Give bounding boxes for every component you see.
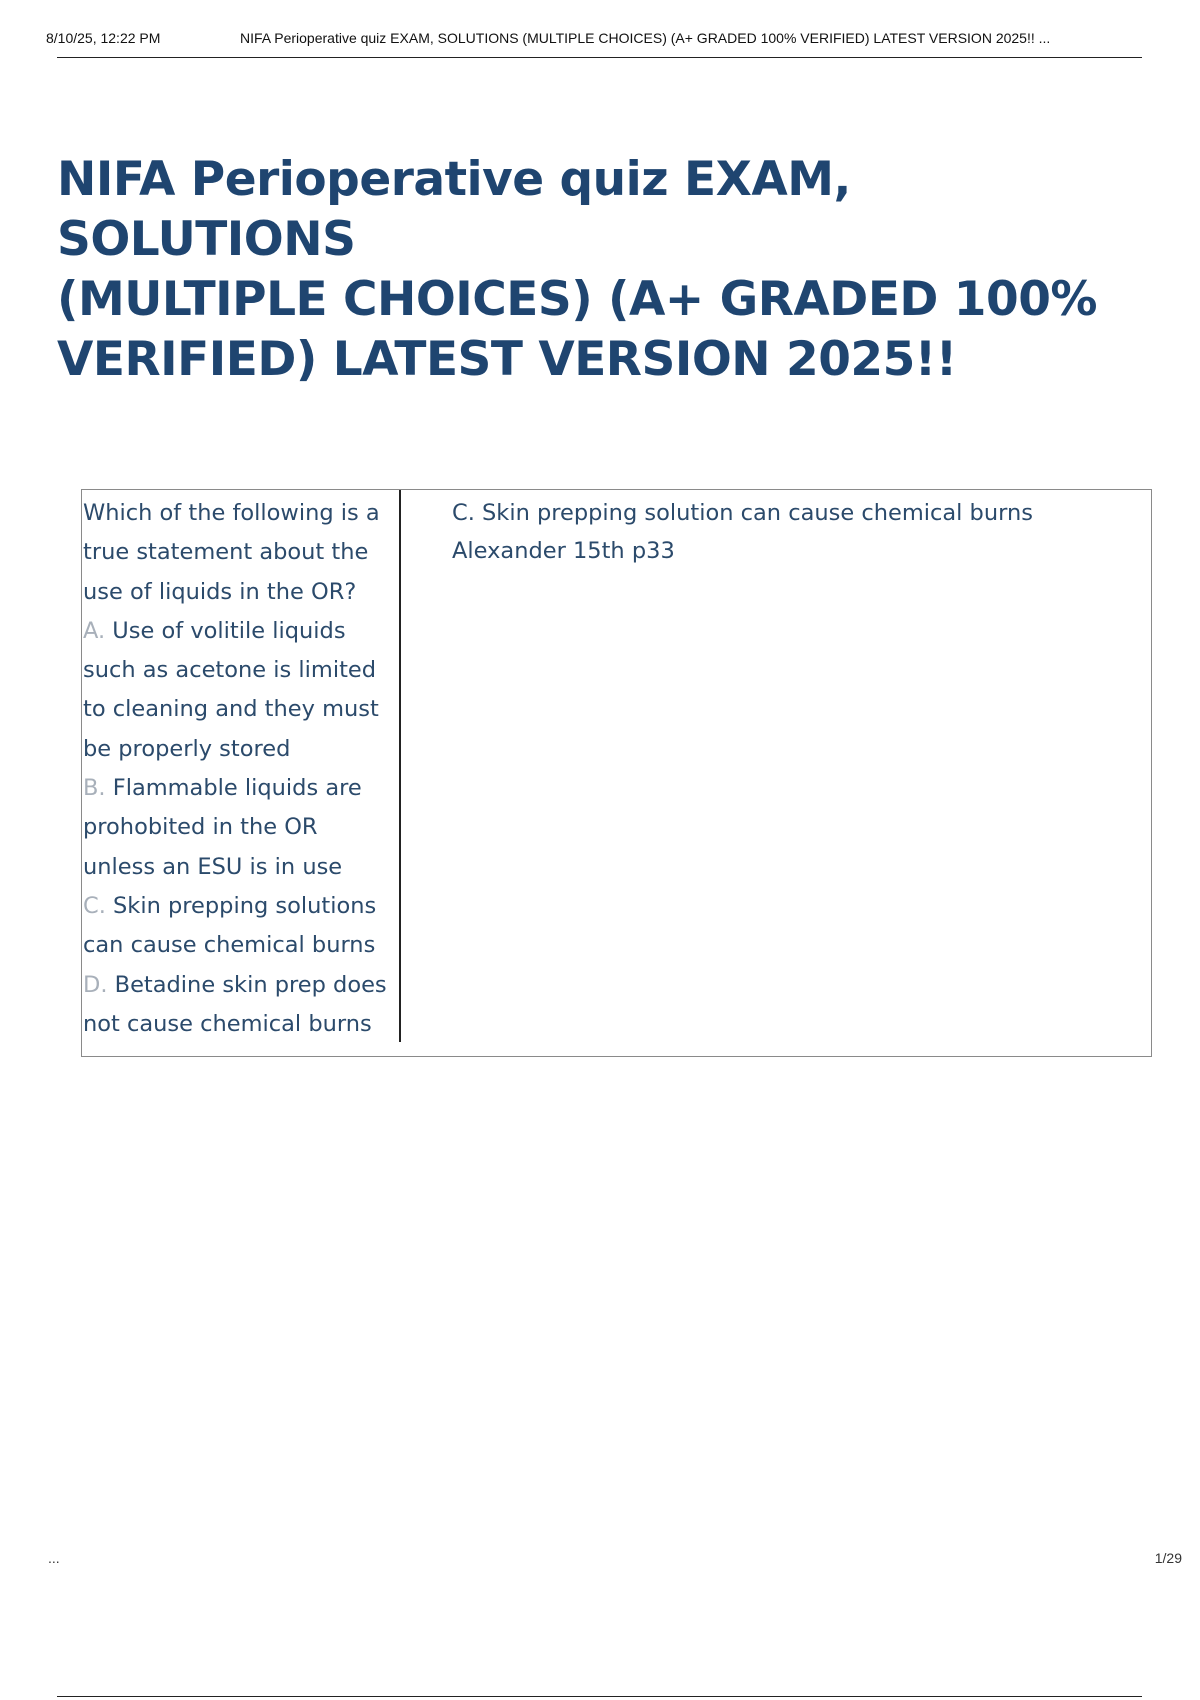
option-d [83, 966, 399, 1005]
option-text: Skin prepping solutions [105, 892, 377, 919]
question-stem-line: Which of the following is a [83, 500, 380, 526]
option-c-continued: can cause chemical burns [83, 932, 376, 959]
footer-divider [57, 1696, 1142, 1697]
page-title-line: (MULTIPLE CHOICES) (A+ GRADED 100% [57, 272, 1097, 327]
answer-text: C. Skin prepping solution can cause chemical burns [452, 500, 1033, 526]
question-stem-line: use of liquids in the OR? [83, 578, 357, 605]
answer-reference: Alexander 15th p33 [452, 538, 675, 564]
option-letter: A. [83, 617, 106, 644]
footer-ellipsis: ... [48, 1550, 60, 1566]
question-stem-line: true statement about the [83, 539, 369, 566]
question-cell [83, 490, 401, 1042]
option-text: Flammable liquids are [105, 775, 362, 802]
print-document-title: NIFA Perioperative quiz EXAM, SOLUTIONS (MULTIPLE CHOICES) (A+ GRADED 100% VERIFIED) LATEST VERSION 2025!! ... [240, 30, 1051, 46]
option-c [83, 887, 399, 926]
option-b-continued: unless an ESU is in use [83, 853, 343, 880]
option-b-continued: prohobited in the OR [83, 814, 318, 841]
header-divider [57, 57, 1142, 58]
print-datetime: 8/10/25, 12:22 PM [46, 30, 161, 46]
option-letter: D. [83, 971, 108, 998]
option-a-continued: to cleaning and they must [83, 696, 379, 723]
option-text: Use of volitile liquids [105, 617, 346, 644]
page-number: 1/29 [1154, 1550, 1182, 1566]
option-text: Betadine skin prep does [107, 971, 387, 998]
answer-cell [452, 490, 1033, 570]
option-letter: C. [83, 892, 106, 919]
page-title-line: NIFA Perioperative quiz EXAM, SOLUTIONS [57, 152, 851, 267]
page-title [57, 150, 1157, 390]
option-a-continued: such as acetone is limited [83, 657, 377, 684]
page-title-line: VERIFIED) LATEST VERSION 2025!! [57, 332, 957, 387]
option-a [83, 612, 399, 651]
print-header [46, 30, 1176, 48]
option-letter: B. [83, 775, 106, 802]
flashcard [81, 489, 1152, 1057]
option-a-continued: be properly stored [83, 735, 291, 762]
option-b [83, 769, 399, 808]
option-d-continued: not cause chemical burns [83, 1010, 372, 1037]
